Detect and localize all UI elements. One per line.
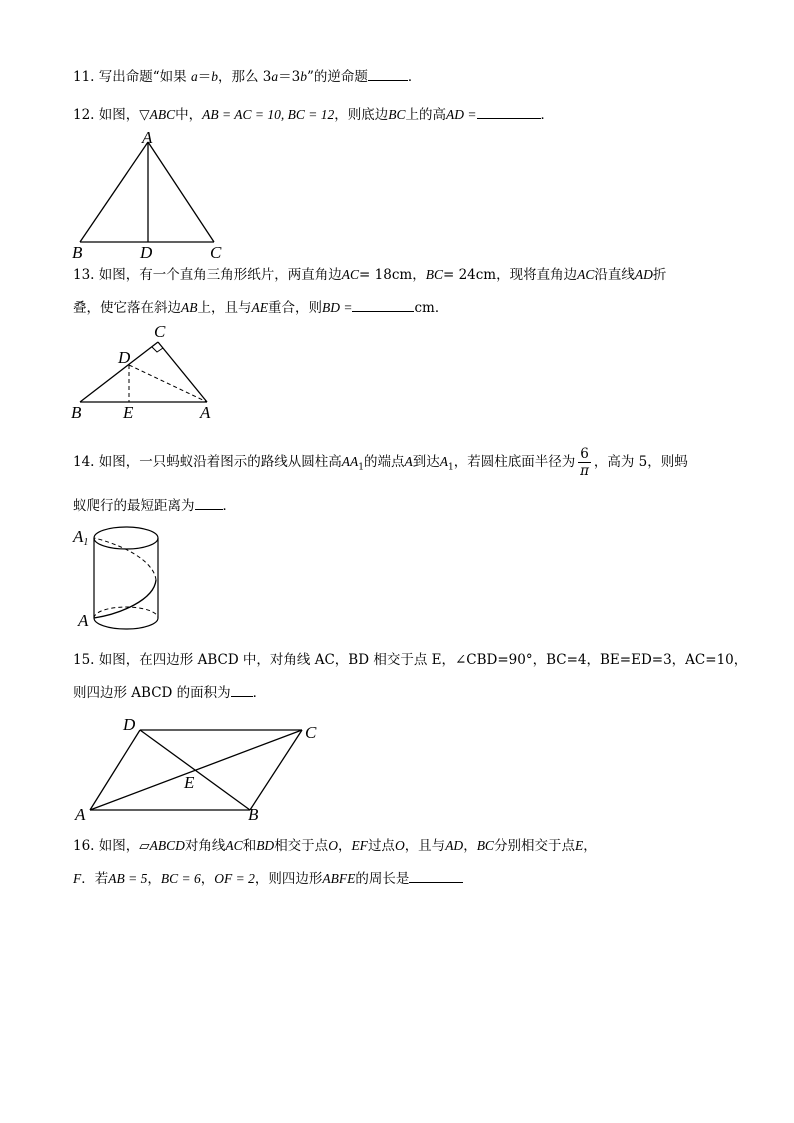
point-label: O [394, 838, 405, 853]
point-label: A [439, 454, 449, 469]
question-text: 蚁爬行的最短距离为 [73, 498, 195, 514]
question-number: 15. [73, 652, 95, 668]
question-text: ，高为 5，则蚂 [593, 454, 688, 470]
question-text: 沿直线 [594, 267, 635, 283]
period: ． [222, 498, 236, 514]
question-text: ， [147, 871, 161, 887]
question-15-line-1 [73, 651, 747, 669]
segment-label: AC [341, 267, 360, 282]
cylinder-top [94, 527, 158, 549]
math-expression: AD = [446, 107, 477, 122]
period: ． [407, 69, 422, 85]
question-text: 分别相交于点 [493, 838, 575, 854]
question-text: 和 [242, 838, 257, 854]
label-d: D [140, 243, 153, 262]
segment-label: BC [476, 838, 494, 853]
math-expression: BC = 6 [160, 871, 201, 886]
period: ． [252, 685, 267, 701]
question-16-line-2 [73, 868, 463, 888]
question-text: 对角线 [184, 838, 226, 854]
figure-q15-quadrilateral [70, 710, 330, 825]
question-text: 则四边形 ABCD 的面积为 [73, 685, 231, 701]
segment-label: AD [634, 267, 653, 282]
question-text: 折 [652, 267, 667, 283]
question-15-line-2 [73, 682, 266, 702]
subscript: 1 [448, 462, 454, 473]
fraction-numerator: 6 [580, 446, 589, 462]
question-text: 上，且与 [197, 300, 252, 316]
triangle-symbol: ▽ABC [139, 107, 176, 122]
fraction [578, 446, 591, 479]
question-text: 如图， [98, 107, 140, 123]
question-text: 上的高 [405, 107, 447, 123]
question-text: 的周长是 [355, 871, 410, 887]
figure-q13-folded-triangle [60, 322, 230, 422]
question-text: ，那么 3 [217, 69, 272, 85]
question-text: 的端点 [364, 454, 405, 470]
question-12 [73, 104, 554, 124]
equals-sign: ＝3 [278, 69, 301, 85]
label-c: C [305, 723, 317, 742]
side-ab [80, 142, 148, 242]
var-a: a [190, 69, 198, 84]
answer-blank[interactable] [231, 682, 253, 697]
question-text: 如图，有一个直角三角形纸片，两直角边 [98, 267, 342, 283]
question-text: ，且与 [404, 838, 446, 854]
question-text: ， [463, 838, 477, 854]
question-text: 到达 [412, 454, 440, 470]
period: ． [540, 107, 555, 123]
label-e: E [123, 403, 134, 422]
question-13-line-2 [73, 297, 448, 317]
diagonal-bd [140, 730, 250, 810]
right-angle-mark [152, 347, 163, 352]
equals-sign: ＝ [197, 69, 212, 85]
question-text: 写出命题“如果 [98, 69, 191, 85]
question-number: 11. [73, 69, 95, 85]
period: ． [434, 300, 449, 316]
question-text: ”的逆命题 [306, 69, 368, 85]
question-text: 如图，在四边形 ABCD 中，对角线 AC，BD 相交于点 E，∠CBD=90°，BC=4，BE=ED=3，AC=10， [98, 652, 748, 668]
segment-label: BD [256, 838, 275, 853]
unit: cm [414, 300, 435, 316]
point-label: A [404, 454, 413, 469]
label-b: B [71, 403, 82, 422]
point-label: O [328, 838, 338, 853]
label-b: B [248, 805, 259, 824]
question-text: ， [412, 267, 426, 283]
answer-blank[interactable] [352, 297, 414, 312]
answer-blank[interactable] [368, 66, 408, 81]
label-d: D [118, 348, 131, 367]
question-11 [73, 66, 421, 86]
fold-line-ad [129, 365, 207, 402]
side-ac [148, 142, 214, 242]
question-text: ．若 [81, 871, 109, 887]
math-expression: AB = 5 [108, 871, 148, 886]
label-a: A [200, 403, 211, 422]
var-a: a [271, 69, 279, 84]
question-text: 叠，使它落在斜边 [73, 300, 181, 316]
subscript: 1 [358, 462, 365, 473]
question-text: ， [337, 838, 352, 854]
question-text: 如图，一只蚂蚁沿着图示的路线从圆柱高 [98, 454, 342, 470]
side-ad [90, 730, 140, 810]
ant-path-front [94, 580, 156, 618]
parallelogram-symbol: ▱ABCD [139, 838, 185, 853]
point-label: E [574, 838, 584, 853]
segment-label: AA [341, 454, 359, 469]
segment-label: AB [181, 300, 198, 315]
point-label: F [73, 871, 82, 886]
segment-label: BC [388, 107, 406, 122]
label-c: C [154, 322, 166, 341]
label-a1: A1 [73, 527, 89, 548]
segment-label: AC [225, 838, 243, 853]
cylinder-bottom-front [94, 618, 158, 629]
math-value: = 24cm [442, 267, 497, 283]
fraction-denominator: π [580, 463, 589, 479]
question-number: 13. [73, 267, 95, 283]
segment-label: AE [251, 300, 268, 315]
math-expression: BD = [322, 300, 353, 315]
label-e: E [184, 773, 195, 792]
label-d: D [123, 715, 136, 734]
var-b: b [300, 69, 307, 84]
segment-label: EF [351, 838, 368, 853]
question-text: 重合，则 [268, 300, 322, 316]
answer-blank[interactable] [195, 495, 223, 510]
answer-blank[interactable] [477, 104, 541, 119]
side-cb [250, 730, 302, 810]
question-14-line-1 [73, 446, 688, 479]
var-b: b [211, 69, 218, 84]
shape-label: ABFE [322, 871, 356, 886]
question-text: 相交于点 [274, 838, 329, 854]
question-13-line-1 [73, 266, 666, 284]
question-16-line-1 [73, 837, 597, 855]
math-expression: OF = 2 [214, 871, 255, 886]
question-text: ， [200, 871, 215, 887]
question-text: 过点 [367, 838, 395, 854]
figure-q12-triangle [60, 130, 240, 260]
label-c: C [210, 243, 222, 262]
question-number: 14. [73, 454, 95, 470]
math-value: = 18cm [359, 267, 413, 283]
question-text: ，则四边形 [254, 871, 323, 887]
ant-path-back [94, 538, 156, 580]
label-a: A [142, 128, 153, 147]
question-number: 16. [73, 838, 95, 854]
question-number: 12. [73, 107, 95, 123]
question-text: ，现将直角边 [496, 267, 578, 283]
answer-blank[interactable] [409, 868, 463, 883]
question-text: 如图， [98, 838, 140, 854]
figure-q14-cylinder [70, 518, 170, 638]
label-a: A [78, 611, 89, 630]
label-a: A [75, 805, 86, 824]
math-expression: AB = AC = 10, BC = 12 [202, 107, 335, 122]
question-text: ，若圆柱底面半径为 [453, 454, 576, 470]
label-b: B [72, 243, 83, 262]
segment-label: AD [445, 838, 464, 853]
question-text: ， [583, 838, 597, 854]
segment-label: AC [577, 267, 595, 282]
question-text: 中， [175, 107, 203, 123]
side-ca [158, 342, 207, 402]
question-14-line-2 [73, 495, 236, 515]
question-text: ，则底边 [334, 107, 389, 123]
segment-label: BC [425, 267, 443, 282]
